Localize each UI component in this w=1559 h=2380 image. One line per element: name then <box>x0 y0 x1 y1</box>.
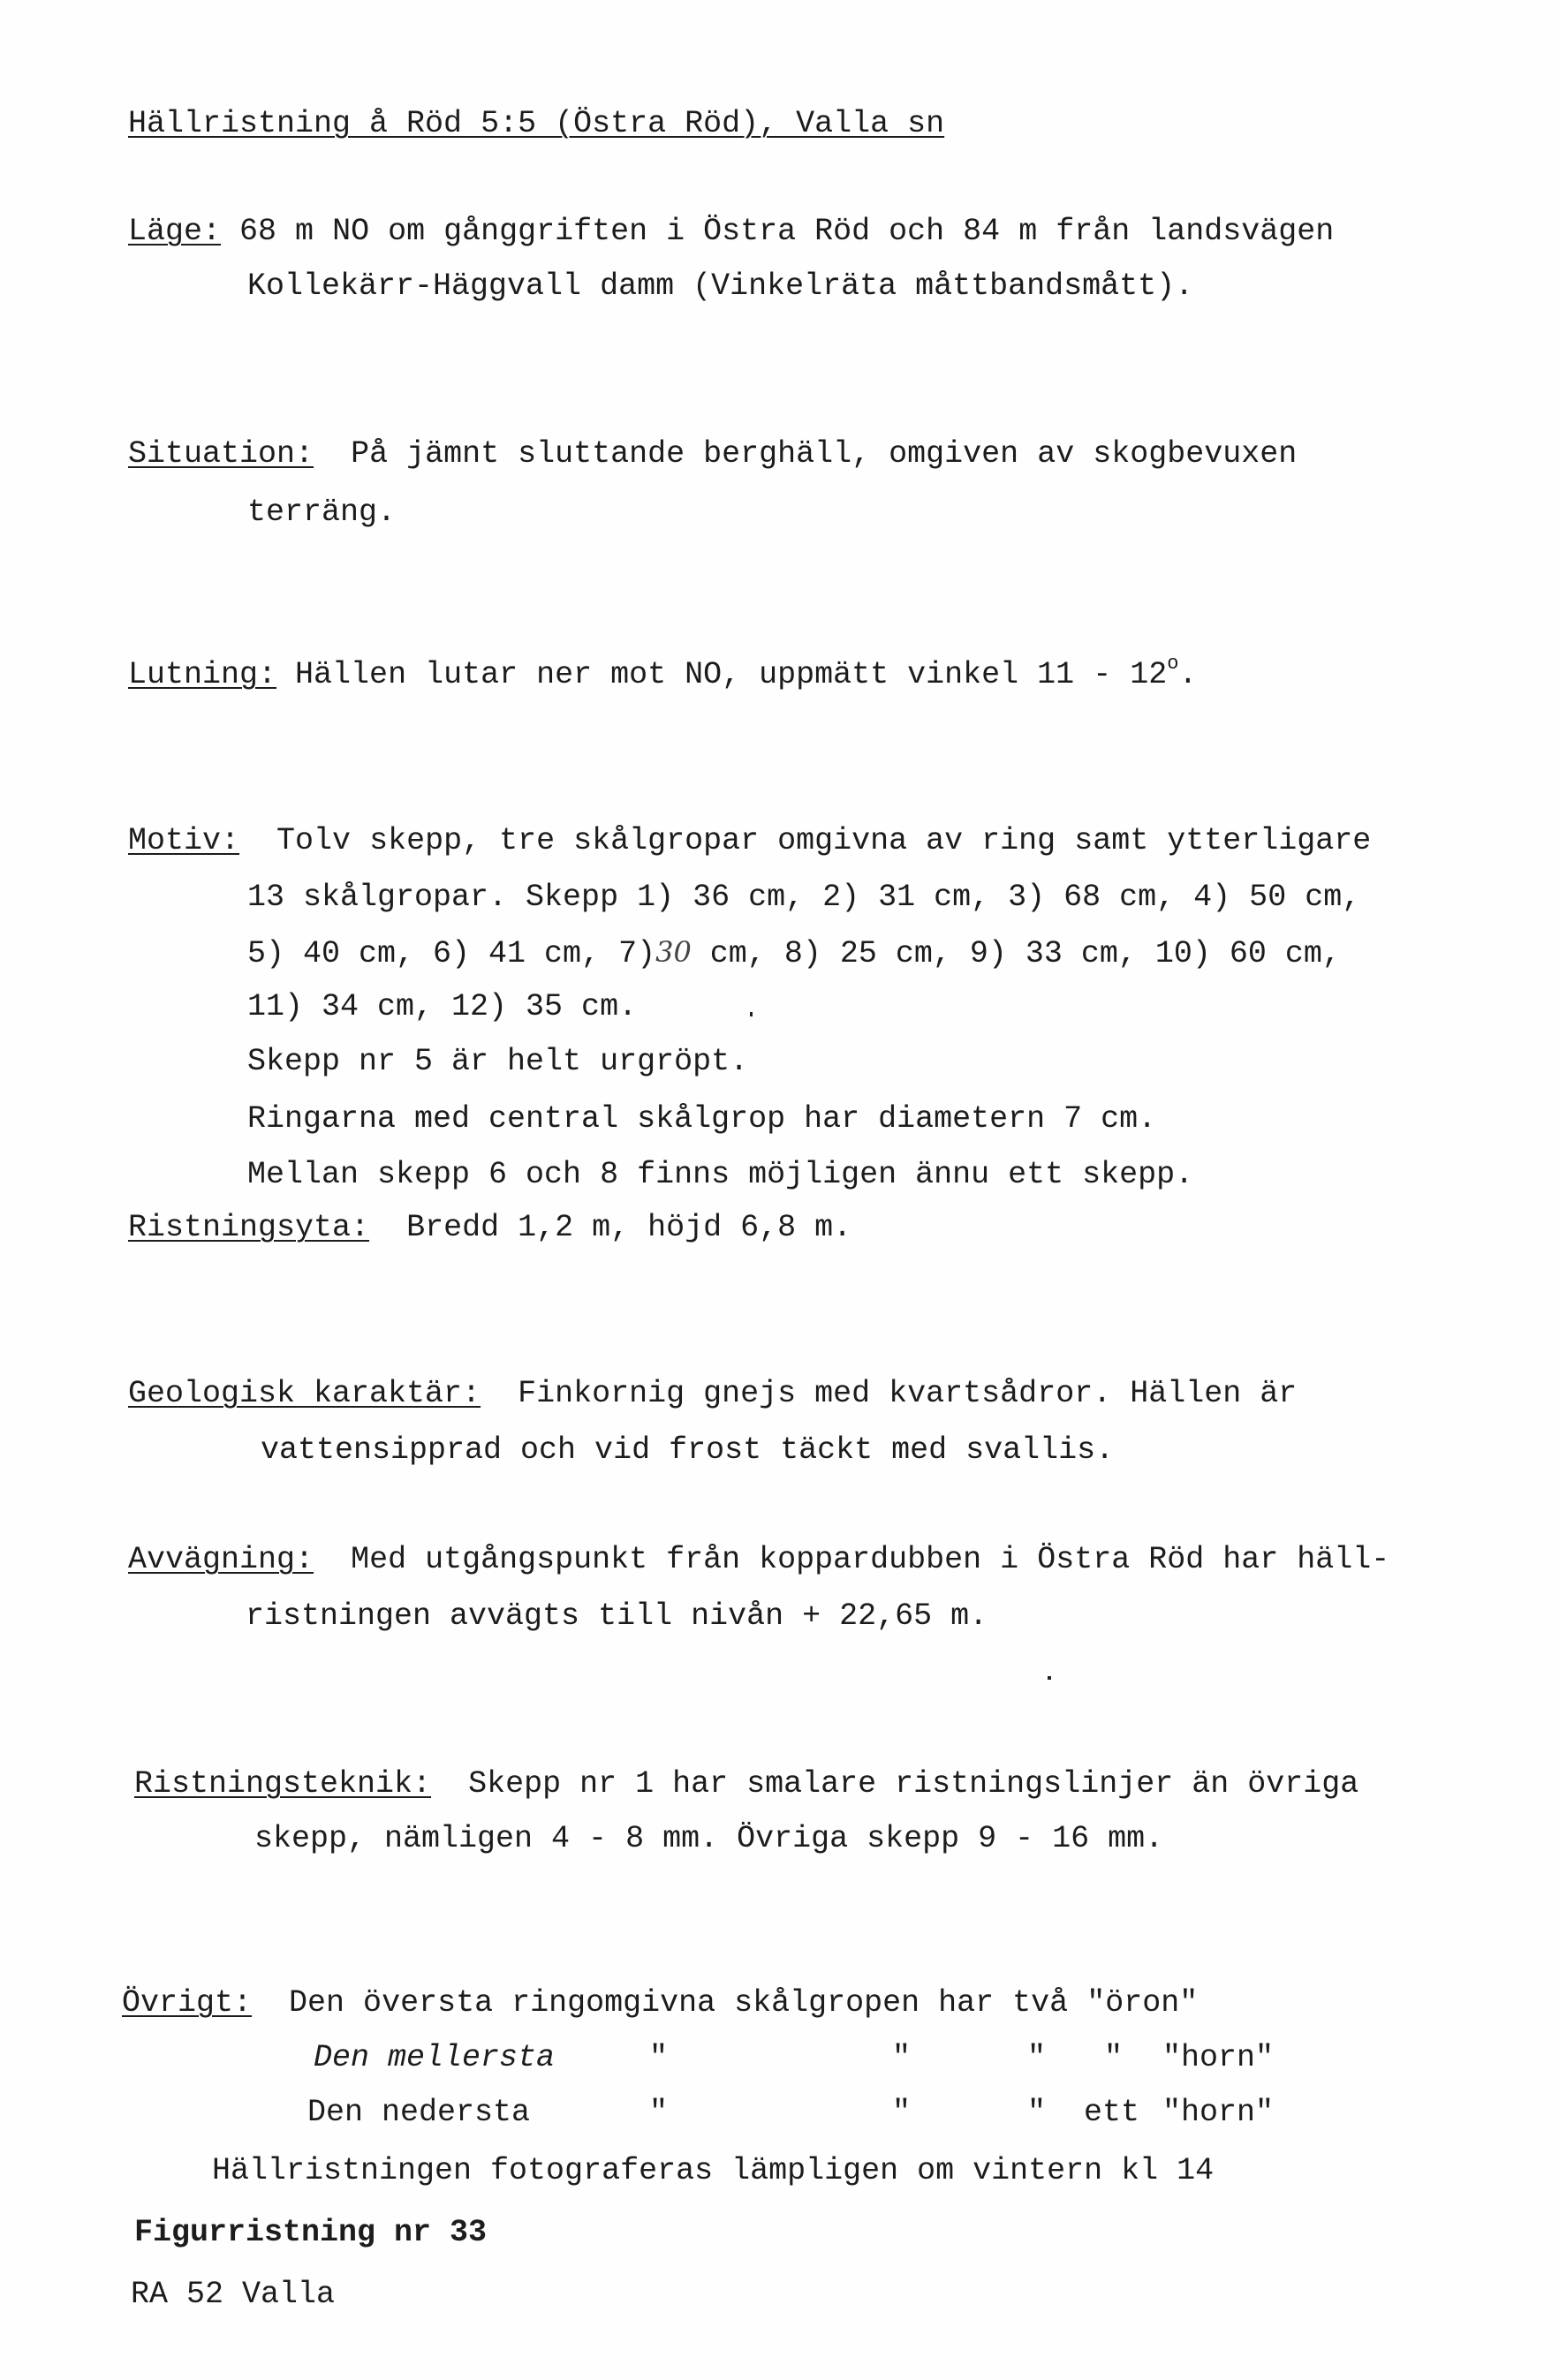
ovrigt-row-3-label: Den nedersta <box>307 2095 531 2130</box>
ristningsyta-section <box>128 1208 851 1247</box>
figure-number: Figurristning nr 33 <box>134 2215 488 2250</box>
document-title: Hällristning å Röd 5:5 (Östra Röd), Valla sn <box>128 106 945 141</box>
motiv-text-2: 13 skålgropar. Skepp 1) 36 cm, 2) 31 cm, 3) 68 cm, 4) 50 cm, <box>247 880 1361 915</box>
ovrigt-row-1: Den översta ringomgivna skålgropen har två "öron" <box>289 1985 1199 2021</box>
avvagning-text-2: ristningen avvägts till nivån + 22,65 m. <box>246 1598 988 1634</box>
avvagning-label: Avvägning: <box>128 1542 314 1577</box>
geologisk-label: Geologisk karaktär: <box>128 1376 481 1411</box>
motiv-text-7: Mellan skepp 6 och 8 finns möjligen ännu ett skepp. <box>247 1157 1194 1192</box>
ristningsteknik-text-1: Skepp nr 1 har smalare ristningslinjer än övriga <box>468 1766 1359 1802</box>
motiv-label: Motiv: <box>128 823 240 858</box>
motiv-text-6: Ringarna med central skålgrop har diametern 7 cm. <box>247 1101 1157 1137</box>
ristningsteknik-section <box>134 1764 1358 1803</box>
ovrigt-row-2-label: Den mellersta <box>314 2040 556 2075</box>
ditto-mark: " <box>649 2095 669 2130</box>
lutning-text: Hällen lutar ner mot NO, uppmätt vinkel 11 - 12 <box>295 657 1168 692</box>
lage-label: Läge: <box>128 214 222 249</box>
ristningsyta-text: Bredd 1,2 m, höjd 6,8 m. <box>406 1210 852 1245</box>
ovrigt-row-4: Hällristningen fotograferas lämpligen om vintern kl 14 <box>212 2153 1215 2188</box>
ditto-mark: " <box>1027 2095 1047 2130</box>
ristningsteknik-label: Ristningsteknik: <box>134 1766 432 1802</box>
lage-section <box>128 212 1334 251</box>
motiv-text-1: Tolv skepp, tre skålgropar omgivna av ring samt ytterligare <box>276 823 1372 858</box>
situation-section <box>128 434 1297 473</box>
ovrigt-section <box>122 1983 1198 2022</box>
motiv-text-5: Skepp nr 5 är helt urgröpt. <box>247 1044 749 1079</box>
lage-text-2: Kollekärr-Häggvall damm (Vinkelräta måttbandsmått). <box>247 268 1194 304</box>
avvagning-text-1: Med utgångspunkt från koppardubben i Östra Röd har häll- <box>351 1542 1390 1577</box>
ditto-mark: " <box>1104 2040 1124 2075</box>
ovrigt-row-2-end: "horn" <box>1162 2040 1275 2075</box>
situation-text-2: terräng. <box>247 495 397 530</box>
degree-symbol: o <box>1167 653 1179 675</box>
ditto-mark: " <box>1027 2040 1047 2075</box>
situation-label: Situation: <box>128 436 314 472</box>
handwritten-correction: 30 <box>655 935 692 969</box>
lage-text-1: 68 m NO om gånggriften i Östra Röd och 84 m från landsvägen <box>239 214 1335 249</box>
lutning-label: Lutning: <box>128 657 277 692</box>
ditto-mark: " <box>892 2040 912 2075</box>
motiv-text-3a: 5) 40 cm, 6) 41 cm, 7) <box>247 936 656 971</box>
ditto-mark: " <box>649 2040 669 2075</box>
avvagning-section <box>128 1540 1389 1579</box>
scan-speck <box>750 1012 753 1016</box>
lutning-section <box>128 655 1197 698</box>
ovrigt-row-3-end: "horn" <box>1162 2095 1275 2130</box>
motiv-text-3 <box>247 933 1341 973</box>
ovrigt-row-3-ett: ett <box>1084 2095 1140 2130</box>
geologisk-text-1: Finkornig gnejs med kvartsådror. Hällen är <box>518 1376 1298 1411</box>
geologisk-section <box>128 1374 1297 1413</box>
archive-reference: RA 52 Valla <box>131 2277 336 2312</box>
motiv-text-4: 11) 34 cm, 12) 35 cm. <box>247 989 638 1024</box>
scan-speck <box>1048 1676 1051 1680</box>
situation-text-1: På jämnt sluttande berghäll, omgiven av skogbevuxen <box>351 436 1298 472</box>
ristningsyta-label: Ristningsyta: <box>128 1210 370 1245</box>
motiv-text-3b: cm, 8) 25 cm, 9) 33 cm, 10) 60 cm, <box>691 936 1341 971</box>
ditto-mark: " <box>892 2095 912 2130</box>
ovrigt-label: Övrigt: <box>122 1985 253 2021</box>
geologisk-text-2: vattensipprad och vid frost täckt med svallis. <box>261 1432 1115 1468</box>
motiv-section <box>128 821 1371 860</box>
lutning-end: . <box>1178 657 1198 692</box>
ristningsteknik-text-2: skepp, nämligen 4 - 8 mm. Övriga skepp 9 - 16 mm. <box>254 1821 1164 1856</box>
